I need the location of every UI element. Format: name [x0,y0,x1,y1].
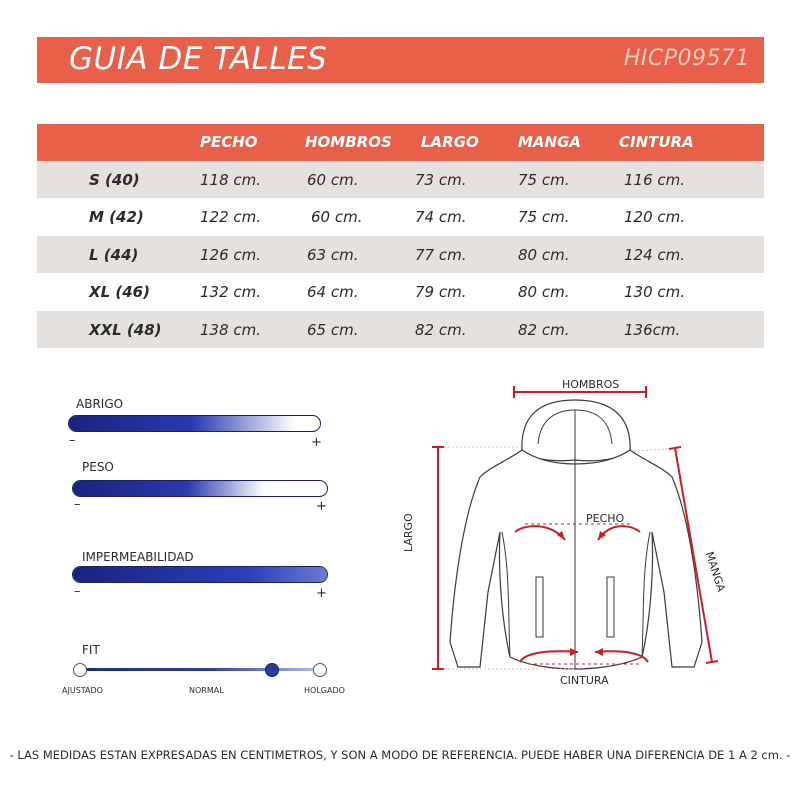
impermeabilidad-bar-fill [73,567,327,582]
hombros-value: 60 cm. [307,171,359,189]
hombros-label: HOMBROS [562,378,620,391]
size-table [37,124,764,339]
manga-value: 75 cm. [518,171,570,189]
table-header [37,124,764,161]
fit-label: FIT [82,643,100,657]
peso-bar-fill [73,481,264,496]
largo-value: 77 cm. [415,246,467,264]
footer-note: - LAS MEDIDAS ESTAN EXPRESADAS EN CENTIMETROS, Y SON A MODO DE REFERENCIA. PUEDE HABER UNA DIFERENCIA DE 1 A 2 cm. - [9,748,791,762]
largo-value: 73 cm. [415,171,467,189]
peso-label: PESO [82,460,114,474]
table-row [37,198,764,235]
abrigo-label: ABRIGO [76,397,124,411]
manga-value: 80 cm. [518,246,570,264]
pecho-label: PECHO [586,512,625,525]
largo-label: LARGO [402,513,415,552]
largo-value: 82 cm. [415,321,467,339]
hombros-value: 64 cm. [307,283,359,301]
fit-ajustado-label: AJUSTADO [62,686,103,695]
pecho-value: 122 cm. [200,208,262,226]
header-banner [37,37,764,83]
pecho-value: 118 cm. [200,171,262,189]
table-row [37,273,764,310]
peso-bar [72,480,328,497]
peso-plus: + [316,499,327,514]
manga-value: 80 cm. [518,283,570,301]
cintura-value: 136cm. [624,321,681,339]
fit-holgado-label: HOLGADO [304,686,345,695]
largo-value: 74 cm. [415,208,467,226]
cintura-value: 120 cm. [624,208,686,226]
impermeabilidad-plus: + [316,586,327,601]
largo-value: 79 cm. [415,283,467,301]
fit-marker [265,663,279,677]
size-label: XXL (48) [89,321,162,339]
jacket-illustration [410,372,740,692]
impermeabilidad-minus: – [74,584,81,599]
cintura-value: 116 cm. [624,171,686,189]
cintura-value: 124 cm. [624,246,686,264]
col-manga: MANGA [518,133,582,151]
size-label: M (42) [89,208,144,226]
fit-dot-holgado [313,663,327,677]
pecho-value: 126 cm. [200,246,262,264]
pecho-value: 138 cm. [200,321,262,339]
fit-normal-label: NORMAL [189,686,224,695]
table-row [37,311,764,348]
table-row [37,161,764,198]
col-pecho: PECHO [200,133,258,151]
table-row [37,236,764,273]
impermeabilidad-label: IMPERMEABILIDAD [82,550,194,564]
product-code: HICP09571 [623,46,750,71]
fit-dot-ajustado [73,663,87,677]
size-label: L (44) [89,246,139,264]
abrigo-plus: + [311,435,322,450]
impermeabilidad-bar [72,566,328,583]
hombros-value: 65 cm. [307,321,359,339]
abrigo-minus: – [69,433,76,448]
size-label: XL (46) [89,283,150,301]
abrigo-bar-fill [69,416,295,431]
cintura-value: 130 cm. [624,283,686,301]
fit-scale-line [80,668,320,671]
hombros-value: 60 cm. [311,208,363,226]
hombros-value: 63 cm. [307,246,359,264]
abrigo-bar [68,415,321,432]
jacket-diagram [402,372,740,696]
manga-value: 75 cm. [518,208,570,226]
cintura-label: CINTURA [560,674,609,687]
col-largo: LARGO [421,133,479,151]
pecho-value: 132 cm. [200,283,262,301]
page-title: GUIA DE TALLES [69,41,328,77]
size-label: S (40) [89,171,140,189]
manga-label: MANGA [702,550,728,594]
manga-value: 82 cm. [518,321,570,339]
col-hombros: HOMBROS [305,133,392,151]
peso-minus: – [74,497,81,512]
col-cintura: CINTURA [619,133,694,151]
